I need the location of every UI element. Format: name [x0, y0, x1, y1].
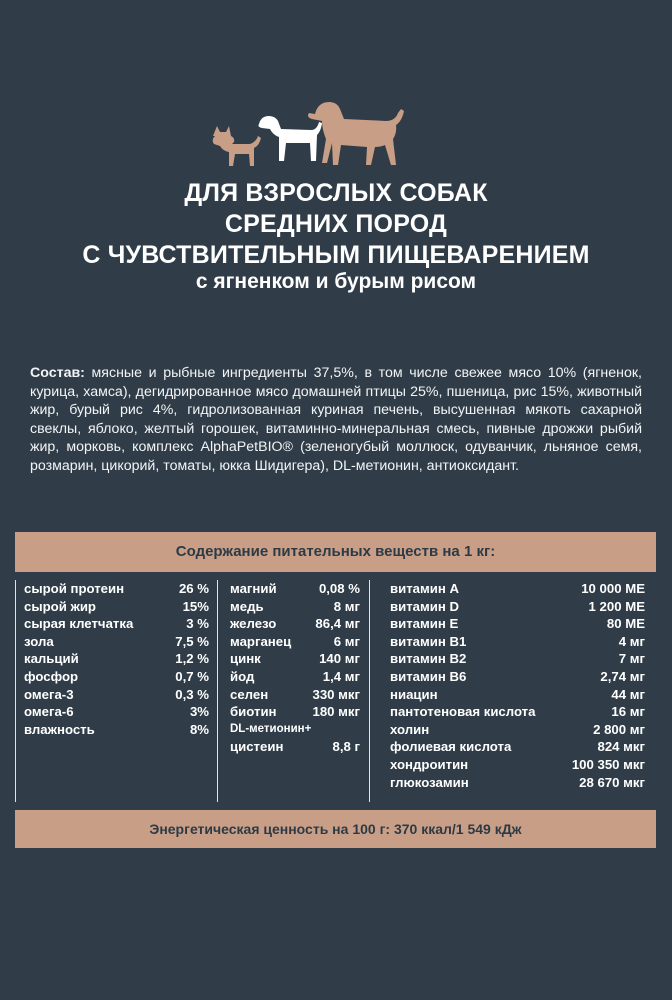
nutrient-row: [230, 686, 360, 704]
title-line: С ЧУВСТВИТЕЛЬНЫМ ПИЩЕВАРЕНИЕМ: [82, 241, 590, 269]
nutrient-row: [24, 633, 209, 651]
title-line: СРЕДНИХ ПОРОД: [224, 210, 448, 238]
nutrient-row: [24, 686, 209, 704]
composition-label: Состав:: [30, 365, 85, 381]
nutrient-row: [390, 686, 645, 704]
composition-body: мясные и рыбные ингредиенты 37,5%, в том числе свежее мясо 10% (ягненок, курица, хамса), дегидрированное мясо домашней птицы 25%, пшеница, рис 15%, животный жир, бурый рис 4%, гидролизованная куриная печень, высушенная мякоть сахарной свеклы, яблоко, желтый горошек, витаминно-минеральная смесь, пивные дрожжи рыбий жир, морковь, комплекс AlphaPetBIO® (зеленогубый моллюск, одуванчик, льняное семя, розмарин, цикорий, томаты, юкка Шидигера), DL-метионин, антиоксидант.: [30, 365, 642, 474]
nutrient-name: цистеин: [230, 739, 284, 755]
nutrient-value: 2 800 мг: [593, 721, 645, 737]
nutrient-name: марганец: [230, 633, 292, 649]
nutrient-value: 8,8 г: [332, 739, 360, 755]
nutrient-name: холин: [390, 721, 430, 737]
column-divider: [369, 580, 370, 802]
nutrient-row: [390, 756, 645, 774]
nutrient-value: 0,7 %: [175, 668, 209, 684]
nutrient-name: пантотеновая кислота: [390, 704, 536, 720]
nutrient-name: влажность: [24, 721, 95, 737]
medium-dog-icon: [258, 116, 322, 161]
nutrient-value: 1 200 МЕ: [588, 598, 645, 614]
nutrients-table: [0, 580, 672, 802]
nutrient-value: 80 МЕ: [606, 616, 645, 632]
nutrient-value: 140 мг: [319, 651, 360, 667]
nutrient-name: витамин В6: [390, 668, 467, 684]
nutrient-value: 180 мкг: [312, 704, 360, 720]
nutrient-value: 7 мг: [618, 651, 645, 667]
nutrients-heading: Содержание питательных веществ на 1 кг:: [15, 532, 656, 572]
nutrient-row: [230, 650, 360, 668]
nutrient-value: 26 %: [178, 581, 209, 596]
title-line: ДЛЯ ВЗРОСЛЫХ СОБАК: [184, 179, 488, 207]
nutrient-name: хондроитин: [390, 756, 469, 772]
nutrient-row: [230, 738, 360, 756]
composition-text: [30, 364, 642, 476]
nutrient-name: железо: [230, 616, 277, 632]
nutrient-row: [230, 580, 360, 598]
small-dog-icon: [213, 126, 261, 166]
nutrient-name: витамин Е: [390, 616, 459, 632]
energy-value: Энергетическая ценность на 100 г: 370 ккал/1 549 кДж: [15, 810, 656, 848]
nutrient-row: [24, 650, 209, 668]
nutrients-column-main: [24, 580, 209, 738]
nutrient-row: [390, 774, 645, 792]
nutrient-value: 8 мг: [333, 598, 360, 614]
nutrient-name: кальций: [24, 651, 79, 667]
nutrient-name: сырой жир: [24, 598, 96, 614]
nutrient-row: [390, 615, 645, 633]
nutrient-name: медь: [230, 598, 264, 614]
nutrient-row: [230, 615, 360, 633]
product-subtitle: с ягненком и бурым рисом: [195, 270, 477, 293]
nutrient-value: 10 000 МЕ: [581, 581, 645, 596]
nutrient-name: витамин D: [390, 598, 460, 614]
nutrient-name: DL-метионин+: [230, 722, 312, 735]
dog-sizes-icon: [205, 96, 417, 168]
nutrient-row: [390, 668, 645, 686]
nutrient-name: йод: [230, 668, 255, 684]
nutrient-row: [24, 615, 209, 633]
nutrient-name: магний: [230, 581, 277, 596]
nutrient-value: 0,08 %: [318, 581, 360, 596]
nutrient-row: [390, 721, 645, 739]
nutrients-column-vitamins: [390, 580, 645, 791]
nutrient-row: [230, 598, 360, 616]
nutrient-row: [390, 633, 645, 651]
nutrient-name: сырая клетчатка: [24, 616, 134, 632]
nutrient-name: глюкозамин: [390, 774, 469, 790]
nutrient-name: фолиевая кислота: [390, 739, 512, 755]
nutrient-name: биотин: [230, 704, 277, 720]
nutrient-row: [230, 721, 360, 739]
nutrient-row: [230, 703, 360, 721]
nutrient-name: витамин А: [390, 581, 460, 596]
nutrient-name: омега-3: [24, 686, 74, 702]
nutrient-name: фосфор: [24, 668, 79, 684]
nutrient-value: 0,3 %: [175, 686, 209, 702]
product-title: [0, 178, 672, 271]
nutrient-name: витамин В2: [390, 651, 467, 667]
nutrient-value: 44 мг: [611, 686, 645, 702]
nutrient-value: 6 мг: [333, 633, 360, 649]
nutrient-row: [230, 668, 360, 686]
nutrient-row: [390, 703, 645, 721]
nutrient-name: ниацин: [390, 686, 438, 702]
column-divider: [15, 580, 16, 802]
nutrient-name: селен: [230, 686, 269, 702]
nutrient-value: 4 мг: [618, 633, 645, 649]
large-dog-icon: [308, 102, 404, 165]
column-divider: [217, 580, 218, 802]
nutrient-row: [390, 598, 645, 616]
nutrient-row: [390, 650, 645, 668]
nutrient-row: [24, 580, 209, 598]
nutrient-row: [230, 633, 360, 651]
nutrient-value: 16 мг: [611, 704, 645, 720]
nutrient-name: цинк: [230, 651, 261, 667]
nutrient-row: [24, 721, 209, 739]
nutrient-name: зола: [24, 633, 54, 649]
nutrient-name: сырой протеин: [24, 581, 125, 596]
nutrient-row: [390, 580, 645, 598]
nutrient-value: 8%: [189, 721, 209, 737]
nutrient-value: 3 %: [186, 616, 209, 632]
nutrient-row: [24, 668, 209, 686]
nutrient-value: 86,4 мг: [315, 616, 360, 632]
nutrient-value: 824 мкг: [597, 739, 645, 755]
nutrient-row: [24, 703, 209, 721]
nutrient-row: [24, 598, 209, 616]
nutrient-value: 15%: [182, 598, 209, 614]
nutrient-value: 7,5 %: [175, 633, 209, 649]
nutrient-value: 1,2 %: [175, 651, 209, 667]
nutrient-name: витамин В1: [390, 633, 467, 649]
nutrient-row: [390, 738, 645, 756]
nutrient-value: 28 670 мкг: [579, 774, 645, 790]
nutrient-value: 2,74 мг: [600, 668, 645, 684]
nutrient-value: 1,4 мг: [322, 668, 360, 684]
nutrient-name: омега-6: [24, 704, 74, 720]
nutrient-value: 330 мкг: [312, 686, 360, 702]
nutrient-value: 100 350 мкг: [571, 756, 645, 772]
nutrients-column-minerals: [230, 580, 360, 756]
nutrient-value: 3%: [189, 704, 209, 720]
